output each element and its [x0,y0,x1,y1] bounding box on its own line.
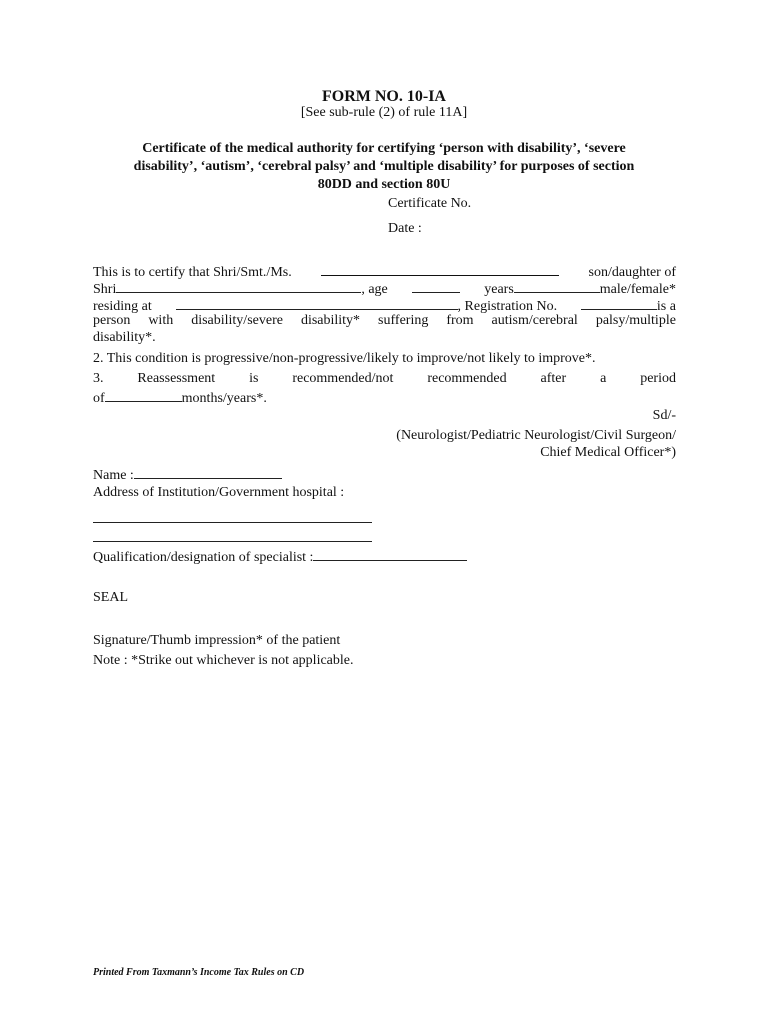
para3-word: period [640,371,676,386]
years-blank[interactable] [514,279,600,293]
qualification-row [93,547,467,566]
para1-line-4 [93,313,676,330]
para3-word: recommended [427,371,507,386]
qualification-blank[interactable] [313,547,467,561]
certificate-no-label: Certificate No. [388,196,472,211]
shri-text: Shri [93,282,117,297]
para1-line-5: disability*. [93,330,156,345]
name-label: Name : [93,468,134,483]
parent-name-blank[interactable] [116,279,361,293]
months-text: months/years*. [181,391,267,406]
age-text: , age [361,282,388,297]
period-blank[interactable] [105,388,182,402]
date-label: Date : [388,221,422,236]
heading-line-2: disability’, ‘autism’, ‘cerebral palsy’ and ‘multiple disability’ for purposes of section [133,159,635,174]
para1-line-1 [93,262,676,279]
registration-blank[interactable] [581,296,657,310]
address-label: Address of Institution/Government hospital : [93,485,345,500]
para1-word: autism/cerebral [491,313,578,328]
name-row [93,465,282,484]
of-text: of [93,391,105,406]
para1-word: palsy/multiple [595,313,676,328]
gender-text: male/female* [599,282,676,297]
footer-text: Printed From Taxmann’s Income Tax Rules on CD [93,967,305,978]
authority-line-1: (Neurologist/Pediatric Neurologist/Civil Surgeon/ [396,428,676,443]
certify-text: This is to certify that Shri/Smt./Ms. [93,265,292,280]
residence-blank[interactable] [176,296,458,310]
para3-line-2 [93,388,267,407]
is-a-text: is a [656,299,676,314]
para3-word: a [600,371,607,386]
age-blank[interactable] [412,279,460,293]
para1-word: disability* [300,313,361,328]
para3-word: Reassessment [137,371,216,386]
para1-word: suffering [378,313,429,328]
para3-word: recommended/not [292,371,394,386]
address-line-2[interactable] [93,541,372,542]
form-subrule: [See sub-rule (2) of rule 11A] [300,105,468,120]
authority-line-2: Chief Medical Officer*) [540,445,676,460]
para3-word: 3. [93,371,104,386]
registration-text: , Registration No. [457,299,558,314]
son-daughter-text: son/daughter of [588,265,676,280]
para1-line-3 [93,296,676,313]
para3-line-1 [93,371,676,388]
para1-line-2 [93,279,676,296]
years-text: years [484,282,514,297]
para1-word: with [148,313,174,328]
form-title: FORM NO. 10-IA [322,88,446,105]
patient-name-blank[interactable] [321,262,559,276]
para1-word: disability/severe [191,313,283,328]
para2-text: 2. This condition is progressive/non-progressive/likely to improve/not likely to improve*. [93,351,596,366]
years-group [412,279,460,293]
name-blank[interactable] [134,465,282,479]
heading-line-3: 80DD and section 80U [317,177,451,192]
para1-word: person [93,313,131,328]
signature-label: Signature/Thumb impression* of the patient [93,633,341,648]
address-line-1[interactable] [93,522,372,523]
residing-text: residing at [93,299,152,314]
para3-word: after [540,371,567,386]
para1-word: from [446,313,474,328]
heading-line-1: Certificate of the medical authority for certifying ‘person with disability’, ‘severe [142,141,626,156]
sd-text: Sd/- [652,408,676,423]
qualification-label: Qualification/designation of specialist : [93,550,314,565]
form-heading [0,140,768,194]
para3-word: is [249,371,259,386]
note-text: Note : *Strike out whichever is not applicable. [93,653,354,668]
seal-label: SEAL [93,590,128,605]
